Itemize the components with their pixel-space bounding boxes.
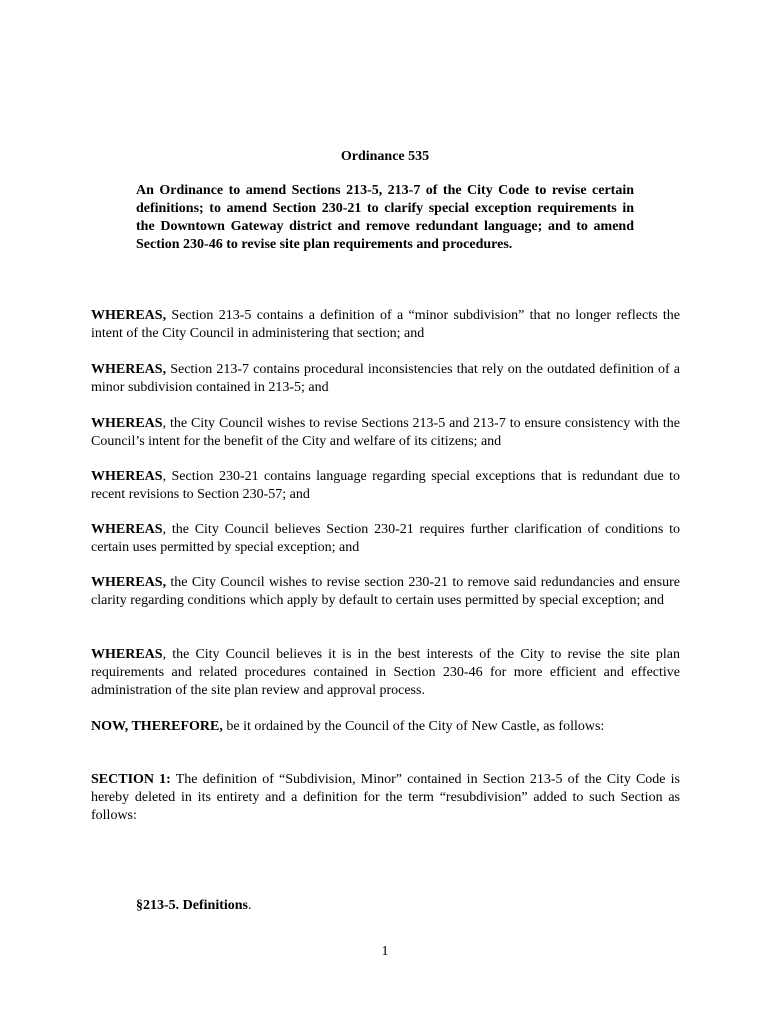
page-number: 1 xyxy=(381,944,389,959)
paragraph-lead: WHEREAS, xyxy=(91,308,167,323)
whereas-paragraph-1 xyxy=(91,307,680,343)
paragraph-text: , the City Council wishes to revise Sections 213-5 and 213-7 to ensure consistency with the Council’s intent for the benefit of the City and welfare of its citizens; and xyxy=(91,416,680,449)
paragraph-text: , the City Council believes Section 230-21 requires further clarification of conditions to certain uses permitted by special exception; and xyxy=(91,522,680,555)
paragraph-lead: WHEREAS xyxy=(91,416,163,431)
paragraph-text: Section 213-7 contains procedural inconsistencies that rely on the outdated definition of a minor subdivision contained in 213-5; and xyxy=(91,362,680,395)
paragraph-lead: SECTION 1: xyxy=(91,772,171,787)
ordinance-title: Ordinance 535 xyxy=(340,149,430,164)
whereas-paragraph-6 xyxy=(91,574,680,610)
paragraph-lead: WHEREAS, xyxy=(91,362,167,377)
paragraph-text: , Section 230-21 contains language regarding special exceptions that is redundant due to recent revisions to Section 230-57; and xyxy=(91,469,680,502)
whereas-paragraph-2 xyxy=(91,361,680,397)
paragraph-text: , the City Council believes it is in the best interests of the City to revise the site plan requirements and related procedures contained in Section 230-46 for more efficient and effective administration of the site plan review and approval process. xyxy=(91,647,680,698)
paragraph-lead: WHEREAS xyxy=(91,469,163,484)
whereas-paragraph-3 xyxy=(91,415,680,451)
definitions-heading xyxy=(136,897,252,915)
section-1-paragraph xyxy=(91,771,680,825)
paragraph-lead: WHEREAS xyxy=(91,647,163,662)
whereas-paragraph-5 xyxy=(91,521,680,557)
ordinance-subtitle: An Ordinance to amend Sections 213-5, 213-7 of the City Code to revise certain definitions; to amend Section 230-21 to clarify special exception requirements in the Downtown Gateway district and remove redundant language; and to amend Section 230-46 to revise site plan requirements and procedures. xyxy=(136,183,634,252)
paragraph-text: be it ordained by the Council of the City of New Castle, as follows: xyxy=(222,719,605,734)
paragraph-text: Section 213-5 contains a definition of a “minor subdivision” that no longer reflects the intent of the City Council in administering that section; and xyxy=(91,308,680,341)
paragraph-lead: WHEREAS, xyxy=(91,575,167,590)
definitions-heading-suffix: . xyxy=(248,898,252,913)
whereas-paragraph-7 xyxy=(91,646,680,700)
paragraph-lead: NOW, THEREFORE, xyxy=(91,719,223,734)
definitions-heading-text: §213-5. Definitions xyxy=(136,898,248,913)
whereas-paragraph-4 xyxy=(91,468,680,504)
paragraph-text: the City Council wishes to revise section 230-21 to remove said redundancies and ensure clarity regarding conditions which apply by default to certain uses permitted by special exception; and xyxy=(91,575,680,608)
paragraph-lead: WHEREAS xyxy=(91,522,163,537)
paragraph-text: The definition of “Subdivision, Minor” contained in Section 213-5 of the City Code is hereby deleted in its entirety and a definition for the term “resubdivision” added to such Section as follows: xyxy=(91,772,680,823)
now-therefore-paragraph xyxy=(91,718,680,736)
